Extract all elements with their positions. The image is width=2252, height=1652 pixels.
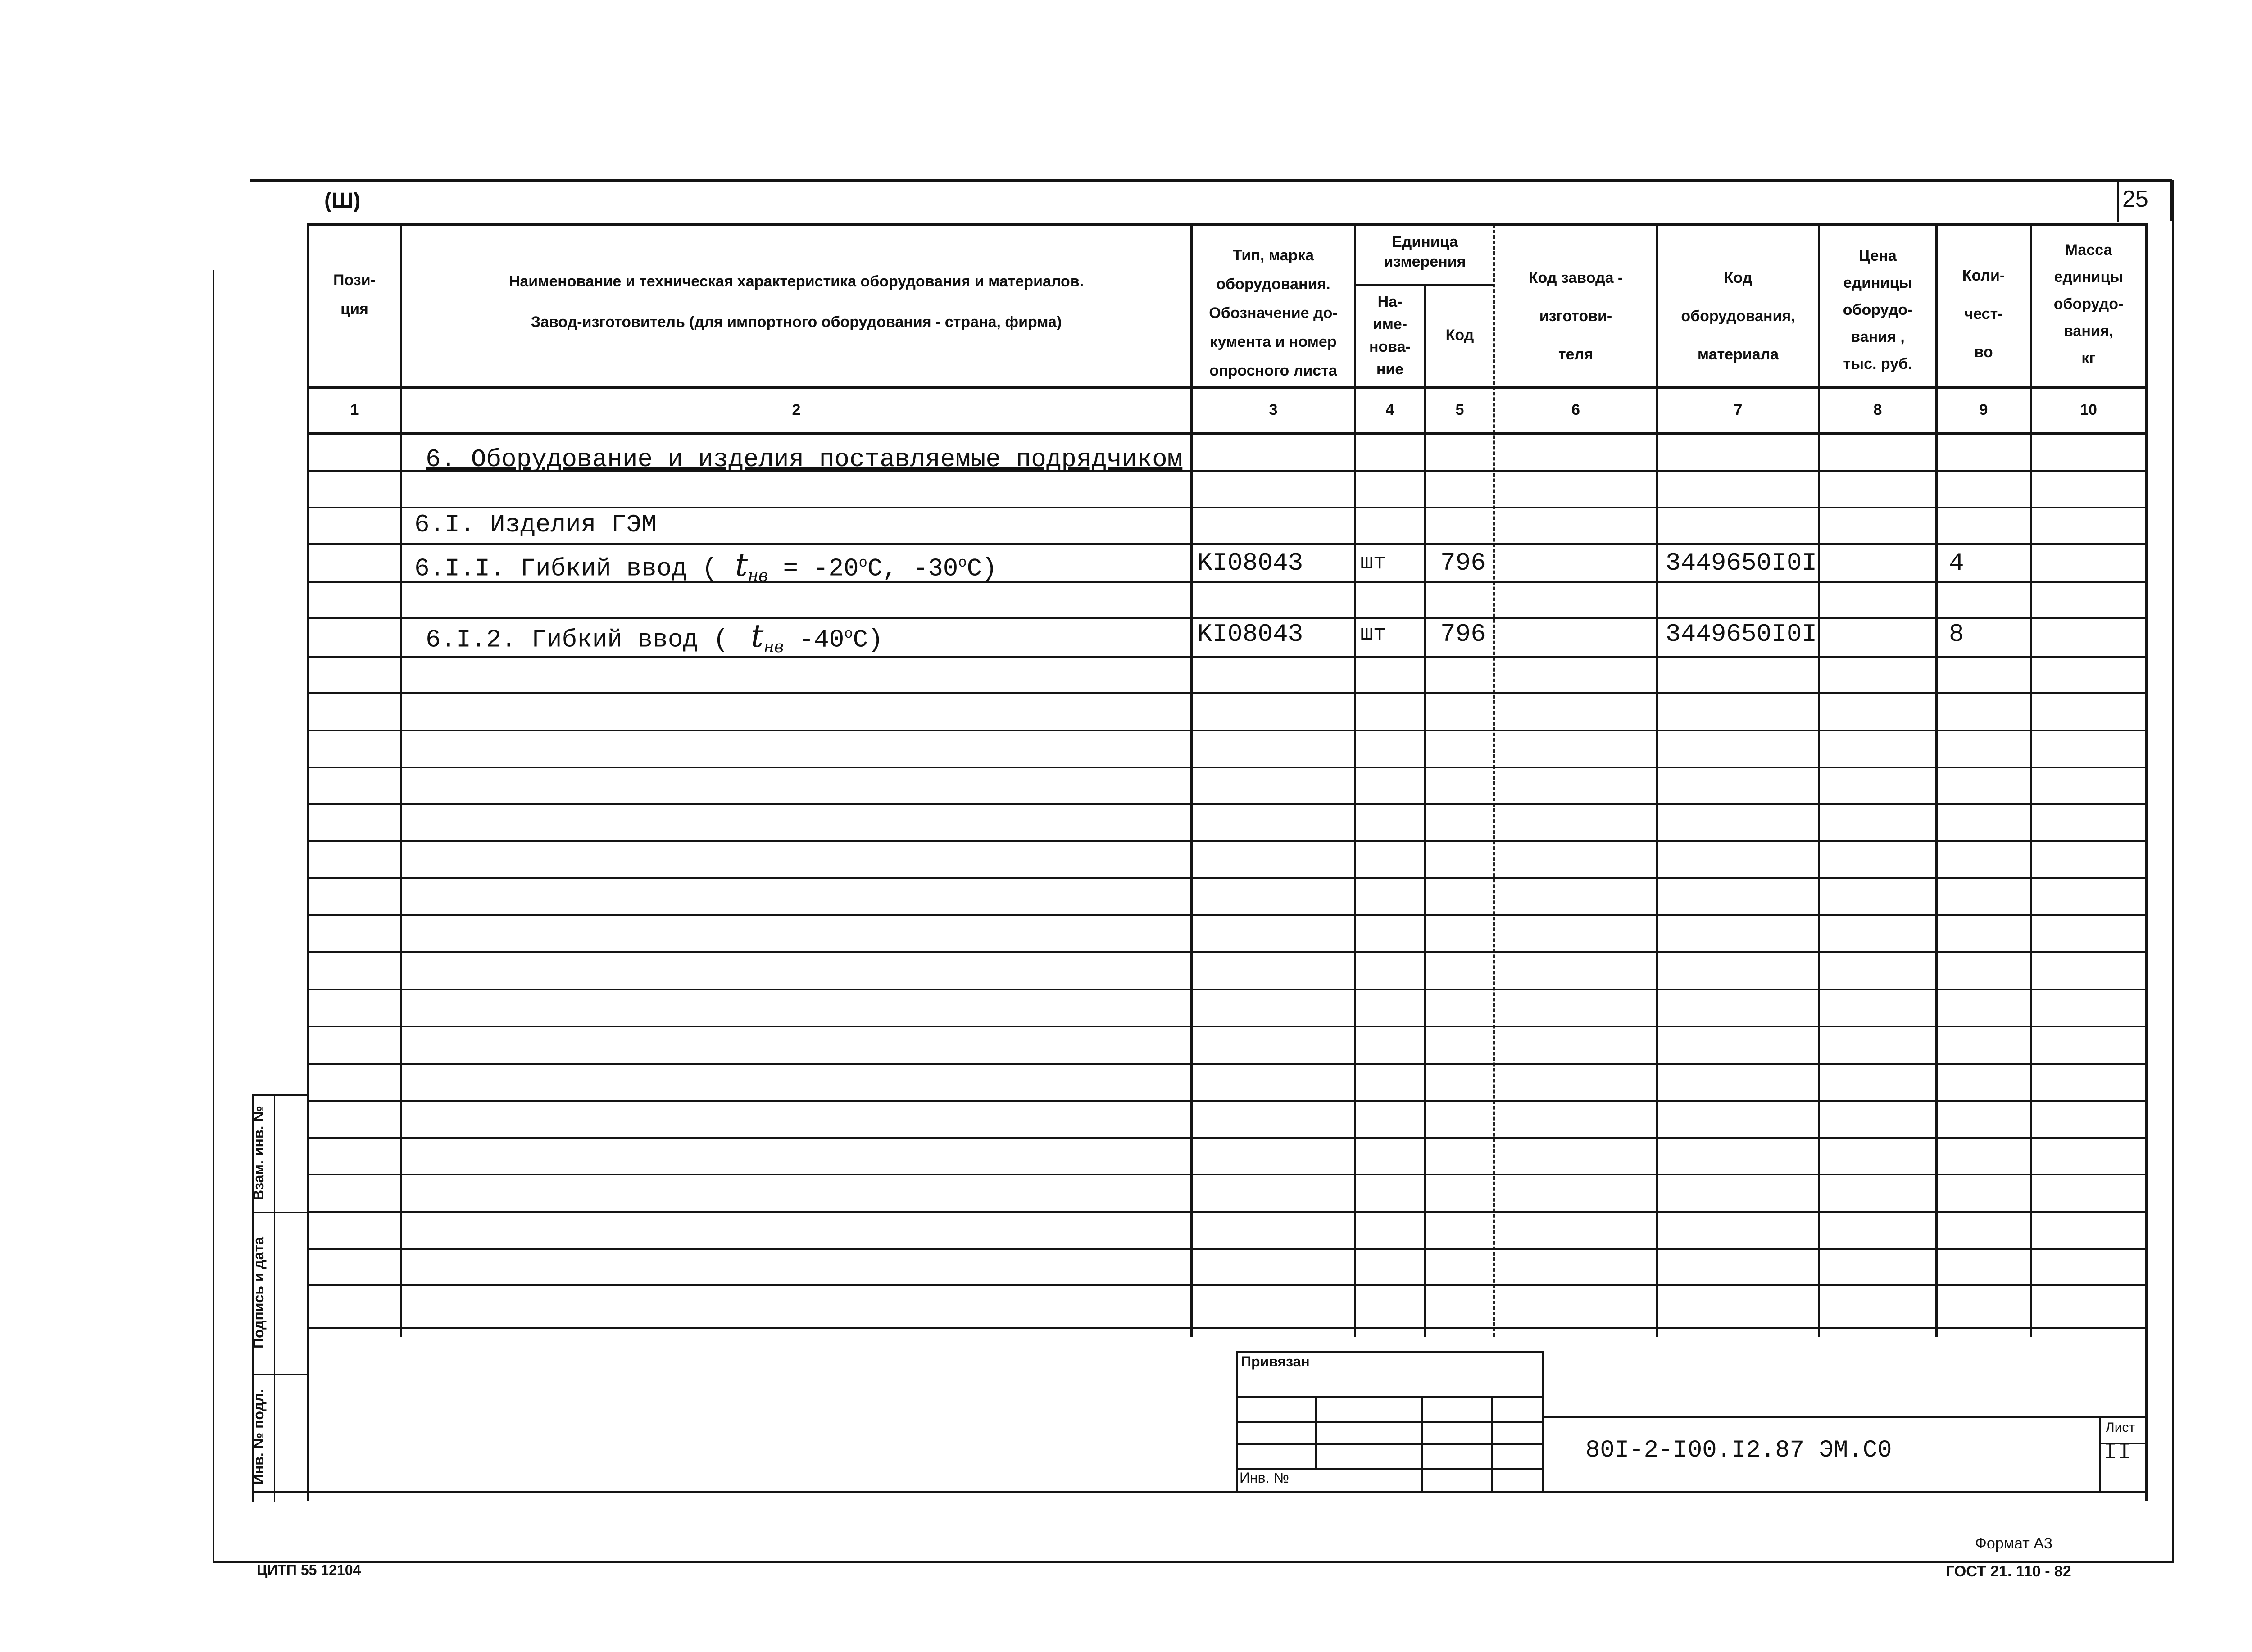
col-line-1 bbox=[400, 224, 402, 1337]
frame-right-top bbox=[2170, 179, 2172, 221]
header-factory-code-line1: Код завода - bbox=[1528, 269, 1623, 286]
privyazan-hline bbox=[1236, 1443, 1544, 1445]
table-row-1-quantity: 4 bbox=[1949, 549, 1964, 577]
stamp-inner-line bbox=[274, 1094, 275, 1502]
header-price-line2: единицы bbox=[1843, 274, 1912, 291]
top-rule bbox=[250, 179, 2171, 182]
row-1-name-part-a: = -20 bbox=[767, 554, 859, 583]
footer-left: ЦИТП 55 12104 bbox=[257, 1562, 361, 1578]
table-row-1-equipment-code: 3449650I0I bbox=[1666, 549, 1817, 577]
privyazan-vline bbox=[1315, 1396, 1317, 1468]
header-type bbox=[1193, 241, 1354, 385]
stamp-vzam: Взам. инв. № bbox=[250, 1106, 267, 1200]
row-2-degree: o bbox=[844, 626, 853, 642]
stamp-div-2 bbox=[252, 1374, 309, 1375]
header-factory-code bbox=[1495, 259, 1656, 374]
header-unit-name bbox=[1356, 290, 1424, 381]
row-line bbox=[307, 692, 2148, 694]
row-1-subscript: нв bbox=[748, 566, 768, 585]
table-row-1-type: KI08043 bbox=[1197, 549, 1303, 577]
header-top-line bbox=[307, 223, 2148, 226]
row-line bbox=[307, 1248, 2148, 1250]
col-line-5-dashed bbox=[1493, 224, 1495, 1337]
header-unit bbox=[1356, 232, 1494, 272]
header-bottom-line bbox=[307, 386, 2148, 389]
section-mark: (Ш) bbox=[324, 189, 361, 213]
header-quantity bbox=[1938, 257, 2030, 372]
row-1-name-prefix: 6.I.I. Гибкий ввод ( bbox=[414, 554, 717, 583]
row-1-name-part-c: C) bbox=[967, 554, 997, 583]
inv-no-label: Инв. № bbox=[1240, 1470, 1289, 1486]
header-unit-name-line3: нова- bbox=[1369, 338, 1411, 355]
table-bottom-line bbox=[307, 1327, 2148, 1329]
header-position-line1: Пози- bbox=[333, 272, 376, 289]
row-line bbox=[307, 914, 2148, 916]
row-1-degree-1: o bbox=[858, 554, 867, 571]
header-name-line1: Наименование и техническая характеристика оборудования и материалов. bbox=[509, 273, 1084, 290]
header-price-line5: тыс. руб. bbox=[1843, 355, 1912, 372]
header-unit-line2: измерения bbox=[1384, 253, 1466, 270]
header-factory-code-line2: изготови- bbox=[1539, 308, 1612, 325]
header-quantity-line2: чест- bbox=[1964, 305, 2003, 322]
header-type-line1: Тип, марка bbox=[1232, 247, 1314, 264]
sheet-label: Лист bbox=[2106, 1420, 2135, 1435]
header-type-line2: оборудования. bbox=[1216, 276, 1330, 293]
col-line-3 bbox=[1354, 224, 1356, 1337]
header-name bbox=[402, 261, 1190, 342]
header-mass bbox=[2032, 236, 2145, 372]
col-number-7: 7 bbox=[1734, 401, 1743, 418]
row-line bbox=[307, 840, 2148, 842]
header-mass-line1: Масса bbox=[2065, 241, 2112, 259]
privyazan-label: Привязан bbox=[1241, 1353, 1310, 1370]
col-line-4 bbox=[1424, 285, 1426, 1337]
row-line bbox=[307, 767, 2148, 768]
unit-header-split bbox=[1354, 284, 1494, 286]
table-row-2-type: KI08043 bbox=[1197, 620, 1303, 649]
col-number-5: 5 bbox=[1455, 401, 1464, 418]
row-line bbox=[307, 989, 2148, 990]
row-line bbox=[307, 1100, 2148, 1102]
col-number-6: 6 bbox=[1571, 401, 1580, 418]
header-mass-line4: вания, bbox=[2063, 322, 2114, 340]
header-position-line2: ция bbox=[341, 300, 368, 318]
row-line bbox=[307, 877, 2148, 879]
header-quantity-line1: Коли- bbox=[1962, 267, 2005, 284]
header-quantity-line3: во bbox=[1974, 344, 1993, 361]
doc-code-box-top bbox=[1544, 1416, 2148, 1418]
row-1-name-part-b: C, -30 bbox=[867, 554, 958, 583]
header-price-line1: Цена bbox=[1859, 247, 1897, 264]
col-number-2: 2 bbox=[792, 401, 801, 418]
stamp-inv: Инв. № подл. bbox=[250, 1389, 267, 1485]
sheet-top-number: 25 bbox=[2122, 186, 2148, 212]
table-row-2-unit-code: 796 bbox=[1440, 620, 1486, 649]
table-row-1-unit: шт bbox=[1360, 551, 1386, 575]
subsection-title: 6.I. Изделия ГЭМ bbox=[414, 510, 657, 539]
col-line-7 bbox=[1818, 224, 1820, 1337]
row-line bbox=[307, 543, 2148, 545]
privyazan-hline bbox=[1236, 1421, 1544, 1423]
privyazan-vline bbox=[1421, 1396, 1423, 1493]
table-row-1-name bbox=[414, 547, 997, 592]
col-number-4: 4 bbox=[1385, 401, 1394, 418]
col-number-8: 8 bbox=[1873, 401, 1882, 418]
row-line bbox=[307, 1026, 2148, 1027]
header-factory-code-line3: теля bbox=[1558, 346, 1593, 363]
sheet-number: II bbox=[2103, 1439, 2132, 1466]
table-row-2-quantity: 8 bbox=[1949, 620, 1964, 649]
col-number-1: 1 bbox=[350, 401, 359, 418]
col-line-8 bbox=[1935, 224, 1938, 1337]
row-line bbox=[307, 1174, 2148, 1175]
header-price bbox=[1820, 242, 1935, 377]
outer-right-line bbox=[2172, 180, 2174, 1563]
header-unit-name-line1: На- bbox=[1377, 293, 1403, 310]
row-2-name-prefix: 6.I.2. Гибкий ввод ( bbox=[426, 625, 729, 654]
header-equipment-code-line2: оборудования, bbox=[1681, 308, 1795, 325]
table-row-1-unit-code: 796 bbox=[1440, 549, 1486, 577]
outer-bottom-line bbox=[213, 1561, 2174, 1563]
row-line bbox=[307, 507, 2148, 508]
colnum-bottom-line bbox=[307, 432, 2148, 435]
header-price-line3: оборудо- bbox=[1843, 301, 1913, 318]
table-row-2-name bbox=[426, 618, 883, 663]
row-2-name-part-b: C) bbox=[853, 625, 883, 654]
header-position bbox=[309, 266, 400, 323]
section-title: 6. Оборудование и изделия поставляемые подрядчиком bbox=[426, 445, 1183, 474]
row-line bbox=[307, 730, 2148, 731]
row-1-symbol: t bbox=[735, 546, 748, 583]
sheet-number-box-left bbox=[2117, 180, 2119, 222]
header-mass-line2: единицы bbox=[2054, 268, 2123, 286]
header-type-line3: Обозначение до- bbox=[1209, 304, 1338, 322]
row-2-name-part-a: -40 bbox=[783, 625, 844, 654]
header-unit-line1: Единица bbox=[1392, 233, 1458, 250]
col-line-10 bbox=[2145, 224, 2148, 1501]
header-unit-name-line2: име- bbox=[1372, 316, 1408, 333]
header-unit-name-line4: ние bbox=[1376, 361, 1404, 378]
row-line bbox=[307, 1284, 2148, 1286]
table-row-2-equipment-code: 3449650I0I bbox=[1666, 620, 1817, 649]
header-name-line2: Завод-изготовитель (для импортного оборудования - страна, фирма) bbox=[531, 313, 1062, 331]
row-2-subscript: нв bbox=[763, 637, 784, 656]
col-number-10: 10 bbox=[2080, 401, 2097, 418]
row-line bbox=[307, 1137, 2148, 1139]
footer-gost: ГОСТ 21. 110 - 82 bbox=[1946, 1563, 2071, 1580]
header-price-line4: вания , bbox=[1851, 328, 1905, 345]
col-line-6 bbox=[1656, 224, 1658, 1337]
header-type-line4: кумента и номер bbox=[1210, 333, 1337, 350]
row-2-symbol: t bbox=[751, 617, 764, 654]
row-1-degree-2: o bbox=[958, 554, 967, 571]
header-unit-code bbox=[1426, 321, 1494, 349]
stamp-podpis: Подпись и дата bbox=[250, 1237, 267, 1348]
col-number-9: 9 bbox=[1979, 401, 1988, 418]
col-line-2 bbox=[1190, 224, 1193, 1337]
row-line bbox=[307, 1211, 2148, 1213]
document-code: 80I-2-I00.I2.87 ЭМ.С0 bbox=[1585, 1437, 1892, 1464]
table-row-2-unit: шт bbox=[1360, 622, 1386, 646]
header-equipment-code-line1: Код bbox=[1724, 269, 1753, 286]
col-number-3: 3 bbox=[1269, 401, 1278, 418]
privyazan-hline bbox=[1236, 1396, 1544, 1398]
header-type-line5: опросного листа bbox=[1209, 362, 1337, 379]
outer-left-line bbox=[213, 270, 214, 1563]
header-mass-line3: оборудо- bbox=[2053, 295, 2124, 313]
header-unit-code-line1: Код bbox=[1445, 327, 1474, 344]
col-line-9 bbox=[2030, 224, 2032, 1337]
privyazan-vline bbox=[1491, 1396, 1493, 1493]
header-equipment-code-line3: материала bbox=[1697, 346, 1779, 363]
row-line bbox=[307, 1063, 2148, 1065]
header-equipment-code bbox=[1658, 259, 1818, 374]
row-line bbox=[307, 803, 2148, 805]
title-bottom-line bbox=[252, 1491, 2148, 1493]
stamp-div-1 bbox=[252, 1212, 309, 1213]
footer-format: Формат А3 bbox=[1975, 1535, 2052, 1552]
row-line bbox=[307, 951, 2148, 953]
sheet-box-left bbox=[2099, 1416, 2101, 1493]
header-mass-line5: кг bbox=[2081, 349, 2096, 367]
